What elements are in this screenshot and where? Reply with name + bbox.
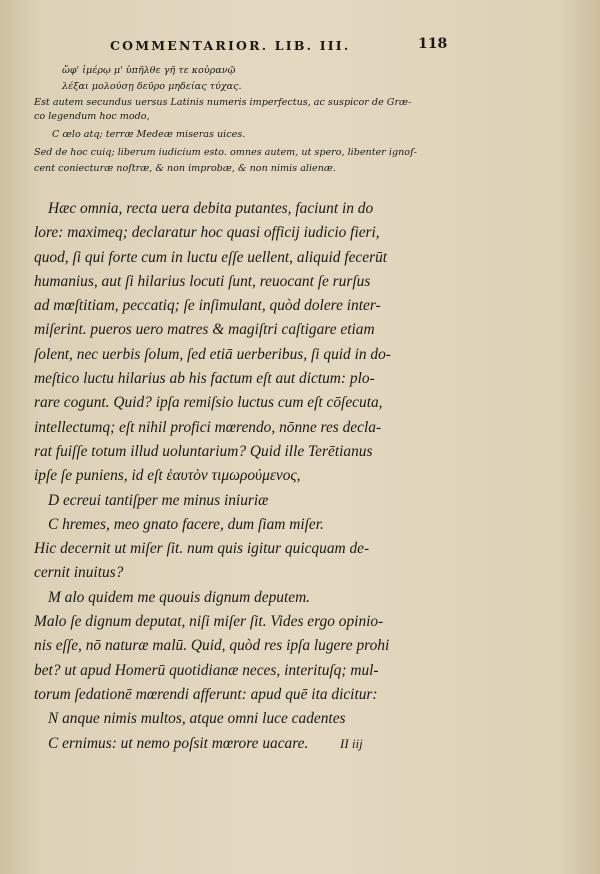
greek-quote-line: ὤφ' ἱμέρῳ μ' ὑπῆλθε γῆ τε κοὐρανῷ (62, 65, 236, 76)
verse-line: M alo quidem me quouis dignum deputem. (48, 588, 311, 606)
text-line: miſerint. pueros uero matres & magiſtri caſtigare etiam (34, 321, 375, 339)
small-text-line: cent coniecturæ noſtræ, & non improbæ, & non nimis alienæ. (34, 163, 336, 174)
verse-line: C hremes, meo gnato facere, dum ſiam miſer. (48, 515, 324, 533)
text-line: intellectumq; eſt nihil profici mœrendo, nōnne res decla- (34, 418, 382, 436)
text-line: lore: maximeq; declaratur hoc quasi officij iudicio fieri, (34, 224, 380, 242)
verse-line: D ecreui tantiſper me minus iniuriæ (48, 491, 269, 509)
text-line: ipſe ſe puniens, id eſt ἑαυτὸν τιμωρούμενος, (34, 467, 301, 485)
text-line: rat fuiſſe totum illud uoluntarium? Quid ille Terētianus (34, 442, 373, 460)
text-line: Hic decernit ut miſer ſit. num quis igitur quicquam de- (34, 540, 370, 558)
verse-line: N anque nimis multos, atque omni luce cadentes (48, 710, 346, 728)
text-line: ſolent, nec uerbis ſolum, ſed etiā uerberibus, ſi quid in do- (34, 345, 391, 363)
small-text-line: Est autem secundus uersus Latinis numeris imperfectus, ac suspicor de Græ- (34, 97, 412, 108)
running-title: COMMENTARIOR. LIB. III. (110, 38, 351, 53)
text-line: humanius, aut ſi hilarius locuti ſunt, reuocant ſe rurſus (34, 272, 371, 290)
text-line: rare cogunt. Quid? ipſa remiſsio luctus cum eſt cōſecuta, (34, 394, 383, 412)
small-text-line: C œlo atq; terræ Medeæ miseras uices. (52, 129, 246, 140)
text-line: nis eſſe, nō naturæ malū. Quid, quòd res ipſa lugere prohi (34, 637, 390, 655)
text-line: torum ſedationē mœrendi afferunt: apud quē ita dicitur: (34, 685, 378, 703)
text-line: Hæc omnia, recta uera debita putantes, faciunt in do (48, 200, 374, 217)
text-line: Malo ſe dignum deputat, niſi miſer ſit. Vides ergo opinio- (34, 613, 384, 631)
signature-mark: II iij (340, 736, 363, 751)
text-line: quod, ſi qui forte cum in luctu eſſe uellent, aliquid fecerūt (34, 248, 388, 266)
text-line: cernit inuitus? (34, 564, 124, 582)
verse-line: C ernimus: ut nemo poſsit mœrore uacare. (48, 734, 309, 752)
small-text-line: Sed de hoc cuiq; liberum iudicium esto. omnes autem, ut spero, libenter ignoſ- (34, 147, 417, 158)
greek-quote-line: λέξαι μολούσῃ δεῦρο μηδείας τύχας. (62, 81, 242, 92)
text-line: ad mœſtitiam, peccatiq; ſe inſimulant, quòd dolere inter- (34, 297, 381, 315)
folio-number: 118 (418, 36, 448, 52)
small-text-line: co legendum hoc modo, (34, 111, 150, 122)
text-line: bet? ut apud Homerū quotidianæ neces, interituſq; mul- (34, 661, 379, 679)
main-paragraph (34, 197, 454, 756)
text-line: meſtico luctu hilarius ab his factum eſt aut dictum: plo- (34, 370, 375, 388)
